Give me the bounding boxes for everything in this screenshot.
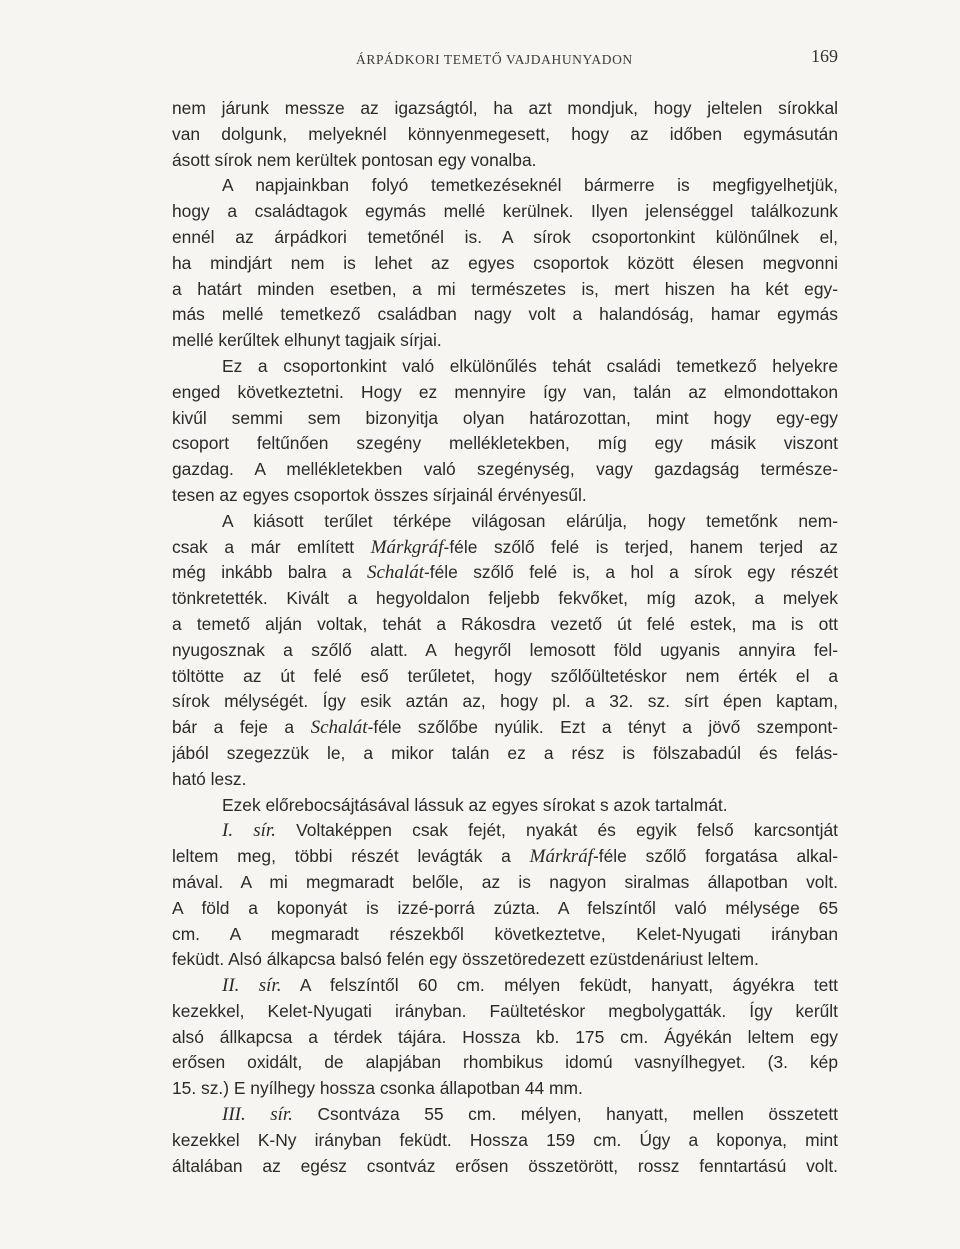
text-line: csoport feltűnően szegény mellékletekben, míg egy másik viszont bbox=[172, 433, 838, 454]
text-line: erősen oxidált, de alapjában rhombikus idomú vasnyílhegyet. (3. kép bbox=[172, 1052, 838, 1073]
text-line: csak a már említett Márkgráf-féle szőlő felé is terjed, hanem terjed az bbox=[172, 536, 838, 558]
text-line: ásott sírok nem kerültek pontosan egy vonalba. bbox=[172, 149, 537, 170]
text-line: a határt minden esetben, a mi természetes is, mert hiszen ha két egy- bbox=[172, 278, 838, 299]
text-line: A kiásott terűlet térképe világosan elárúlja, hogy temetőnk nem- bbox=[222, 510, 838, 531]
grave-heading: II. sír. bbox=[222, 975, 282, 997]
text-line: hogy a családtagok egymás mellé kerülnek. Ilyen jelenséggel találkozunk bbox=[172, 201, 838, 222]
text-line: alsó állkapcsa a térdek tájára. Hossza kb. 175 cm. Ágyékán leltem egy bbox=[172, 1026, 838, 1047]
text-line: nem járunk messze az igazságtól, ha azt mondjuk, hogy jeltelen sírokkal bbox=[172, 98, 838, 118]
text-line: van dolgunk, melyeknél könnyenmegesett, hogy az időben egymásután bbox=[172, 123, 838, 144]
body-text bbox=[172, 96, 838, 1179]
text-line: jából szegezzük le, a mikor talán ez a rész is fölszabadúl és felás- bbox=[172, 742, 838, 763]
text-line: még inkább balra a Schalát-féle szőlő felé is, a hol a sírok egy részét bbox=[172, 562, 838, 584]
text-line: kezekkel K-Ny irányban feküdt. Hossza 159 cm. Úgy a koponya, mint bbox=[172, 1129, 838, 1150]
grave-heading: I. sír. bbox=[222, 820, 276, 842]
italic-name: Márkgráf bbox=[370, 536, 444, 558]
text-line: enged következtetni. Hogy ez mennyire így van, talán az elmondottakon bbox=[172, 381, 838, 402]
paragraph-1 bbox=[172, 96, 838, 173]
text-line: a temető alján voltak, tehát a Rákosdra vezető út felé estek, ma is ott bbox=[172, 613, 838, 634]
text-line: általában az egész csontváz erősen összetörött, rossz fenntartású volt. bbox=[172, 1155, 838, 1176]
paragraph-grave-2 bbox=[172, 973, 838, 1102]
paragraph-5 bbox=[172, 793, 838, 819]
grave-heading: III. sír. bbox=[222, 1104, 293, 1126]
text-line: leltem meg, többi részét levágták a Márkráf-féle szőlő forgatása alkal- bbox=[172, 846, 838, 868]
paragraph-4 bbox=[172, 509, 838, 793]
text-line: I. sír. Voltaképpen csak fejét, nyakát és egyik felső karcsontját bbox=[222, 820, 838, 842]
paragraph-3 bbox=[172, 354, 838, 509]
italic-name: Schalát bbox=[366, 562, 424, 584]
italic-name: Schalát bbox=[310, 717, 368, 739]
paragraph-2 bbox=[172, 173, 838, 354]
text-line: A napjainkban folyó temetkezéseknél bármerre is megfigyelhetjük, bbox=[222, 175, 838, 196]
text-line: III. sír. Csontváza 55 cm. mélyen, hanyatt, mellen összetett bbox=[222, 1104, 838, 1126]
text-line: mellé kerűltek elhunyt tagjaik sírjai. bbox=[172, 330, 442, 351]
page-number: 169 bbox=[811, 46, 838, 66]
text-line: tönkretették. Kivált a hegyoldalon feljebb fekvőket, míg azok, a melyek bbox=[172, 588, 838, 609]
text-line: sírok mélységét. Így esik aztán az, hogy pl. a 32. sz. sírt épen kaptam, bbox=[172, 691, 838, 712]
text-line: feküdt. Alsó álkapcsa balsó felén egy összetöredezett ezüstdenáriust leltem. bbox=[172, 949, 759, 970]
paragraph-grave-1 bbox=[172, 818, 838, 973]
text-line: 15. sz.) E nyílhegy hossza csonka állapotban 44 mm. bbox=[172, 1078, 583, 1099]
text-line: Ezek előrebocsájtásával lássuk az egyes sírokat s azok tartalmát. bbox=[222, 794, 728, 815]
text-line: ható lesz. bbox=[172, 768, 247, 789]
text-line: tesen az egyes csoportok összes sírjainál érvényesűl. bbox=[172, 484, 587, 505]
text-line: Ez a csoportonkint való elkülönűlés tehát családi temetkező helyekre bbox=[222, 355, 838, 376]
text-line: bár a feje a Schalát-féle szőlőbe nyúlik. Ezt a tényt a jövő szempont- bbox=[172, 717, 838, 739]
running-title: ÁRPÁDKORI TEMETŐ VAJDAHUNYADON bbox=[356, 52, 633, 67]
text-line: gazdag. A mellékletekben való szegénység, vagy gazdagság természe- bbox=[172, 459, 838, 480]
text-line: cm. A megmaradt részekből következtetve, Kelet-Nyugati irányban bbox=[172, 923, 838, 944]
text-line: A föld a koponyát is izzé-porrá zúzta. A felszíntől való mélysége 65 bbox=[172, 897, 838, 918]
text-line: II. sír. A felszíntől 60 cm. mélyen feküdt, hanyatt, ágyékra tett bbox=[222, 975, 838, 997]
paragraph-grave-3 bbox=[172, 1102, 838, 1179]
text-line: töltötte az út felé eső terűletet, hogy szőlőültetéskor nem érték el a bbox=[172, 665, 838, 686]
text-line: kezekkel, Kelet-Nyugati irányban. Faültetéskor megbolygatták. Így kerűlt bbox=[172, 1000, 838, 1021]
italic-name: Márkráf bbox=[529, 846, 593, 868]
text-line: mával. A mi megmaradt belőle, az is nagyon siralmas állapotban volt. bbox=[172, 871, 838, 892]
text-line: más mellé temetkező családban nagy volt a halandóság, hamar egymás bbox=[172, 304, 838, 325]
page-header bbox=[170, 44, 842, 70]
text-line: ennél az árpádkori temetőnél is. A sírok csoportonkint különűlnek el, bbox=[172, 226, 838, 247]
text-line: nyugosznak a szőlő alatt. A hegyről lemosott föld ugyanis annyira fel- bbox=[172, 639, 838, 660]
text-line: kivűl semmi sem bizonyitja olyan határozottan, mint hogy egy-egy bbox=[172, 407, 838, 428]
text-line: ha mindjárt nem is lehet az egyes csoportok között élesen megvonni bbox=[172, 252, 838, 273]
